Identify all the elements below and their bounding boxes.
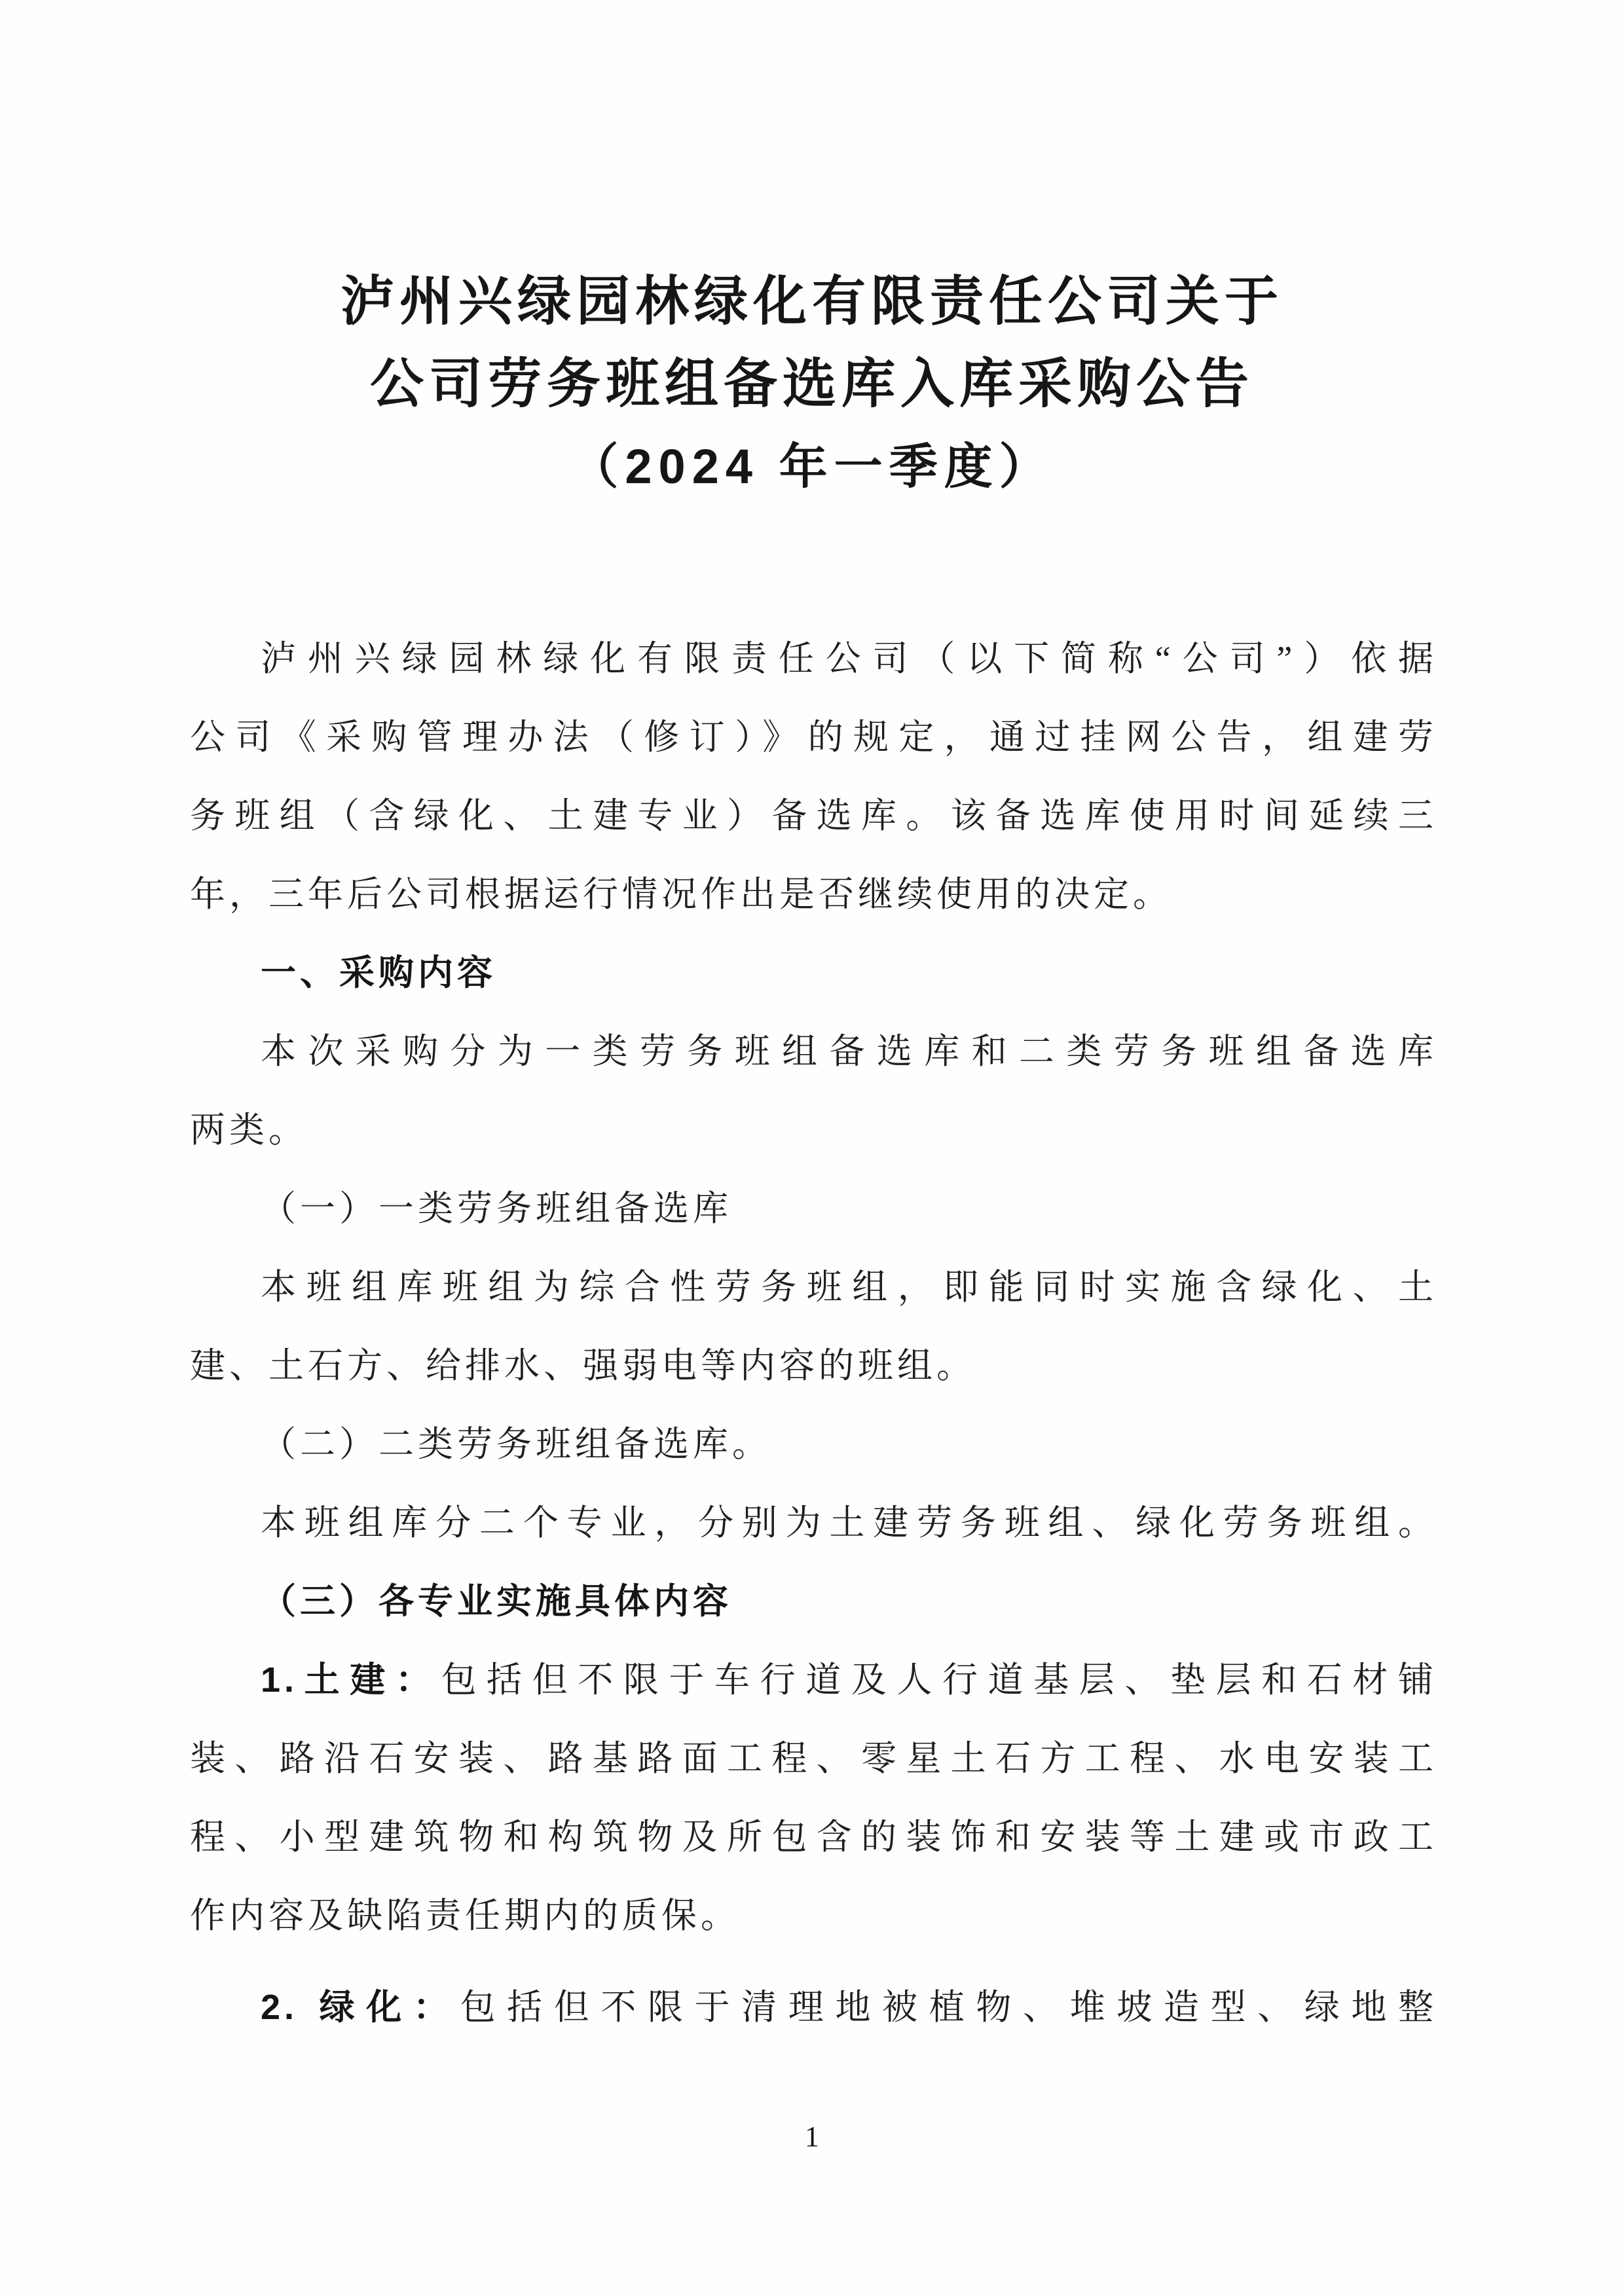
paragraph-6-line-1	[190, 1968, 1437, 2047]
paragraph-5-line-3: 程、小型建筑物和构筑物及所包含的装饰和安装等土建或市政工	[190, 1817, 1437, 1857]
paragraph-1-line-4: 年，三年后公司根据运行情况作出是否继续使用的决定。	[190, 875, 1172, 914]
paragraph-2-line-1: 本次采购分为一类劳务班组备选库和二类劳务班组备选库	[261, 1032, 1437, 1071]
paragraph-1-line-1: 泸州兴绿园林绿化有限责任公司（以下简称“公司”）依据	[261, 639, 1437, 678]
paragraph-1-line-2: 公司《采购管理办法（修订）》的规定，通过挂网公告，组建劳	[190, 718, 1437, 757]
title-line-1: 泸州兴绿园林绿化有限责任公司关于	[340, 272, 1283, 331]
paragraph-5-line-2: 装、路沿石安装、路基路面工程、零星土石方工程、水电安装工	[190, 1739, 1437, 1778]
subheading-specific-content: （三）各专业实施具体内容	[261, 1582, 732, 1621]
subheading-class-one-pool: （一）一类劳务班组备选库	[261, 1189, 732, 1228]
paragraph-4-line-1: 本班组库分二个专业，分别为土建劳务班组、绿化劳务班组。	[261, 1503, 1437, 1542]
paragraph-5-line-4: 作内容及缺陷责任期内的质保。	[190, 1896, 740, 1935]
page-footer	[0, 2120, 1624, 2153]
title-line-2: 公司劳务班组备选库入库采购公告	[369, 354, 1254, 414]
paragraph-2-line-2: 两类。	[190, 1110, 308, 1150]
paragraph-1-line-3: 务班组（含绿化、土建专业）备选库。该备选库使用时间延续三	[190, 796, 1437, 835]
greening-label: 2. 绿化：	[261, 1988, 460, 2027]
title-line-period: （2024 年一季度）	[570, 439, 1054, 494]
section-heading-procurement-content: 一、采购内容	[261, 953, 496, 993]
document-title	[0, 261, 1624, 508]
paragraph-3-line-1: 本班组库班组为综合性劳务班组，即能同时实施含绿化、土	[261, 1267, 1437, 1307]
paragraph-3-line-2: 建、土石方、给排水、强弱电等内容的班组。	[190, 1346, 976, 1385]
paragraph-6-line-1-text: 包括但不限于清理地被植物、堆坡造型、绿地整	[460, 1988, 1437, 2027]
paragraph-5-line-1-text: 包括但不限于车行道及人行道基层、垫层和石材铺	[441, 1660, 1437, 1700]
document-body	[190, 619, 1437, 2047]
subheading-class-two-pool: （二）二类劳务班组备选库。	[261, 1425, 771, 1464]
civil-works-label: 1.土建：	[261, 1660, 441, 1700]
paragraph-5-line-1	[190, 1641, 1437, 1719]
page-number: 1	[805, 2121, 819, 2153]
